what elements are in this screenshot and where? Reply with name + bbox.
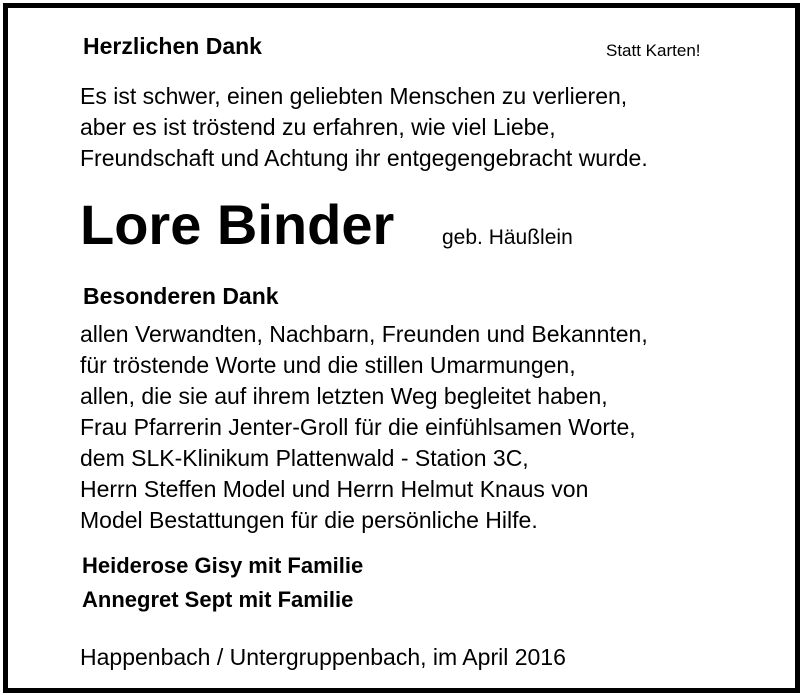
signatures [82, 549, 363, 617]
thanks-line: Frau Pfarrerin Jenter-Groll für die einfühlsamen Worte, [80, 414, 636, 440]
thanks-line: allen Verwandten, Nachbarn, Freunden und Bekannten, [80, 321, 648, 347]
thanks-line: für tröstende Worte und die stillen Umarmungen, [80, 352, 576, 378]
header-title: Herzlichen Dank [83, 33, 262, 59]
thanks-text [80, 319, 648, 536]
notice-frame [3, 3, 800, 693]
header-note: Statt Karten! [606, 41, 701, 60]
thanks-line: Model Bestattungen für die persönliche Hilfe. [80, 507, 538, 533]
intro-text [80, 81, 648, 174]
intro-line: Freundschaft und Achtung ihr entgegengebracht wurde. [80, 145, 648, 171]
intro-line: Es ist schwer, einen geliebten Menschen zu verlieren, [80, 83, 628, 109]
intro-line: aber es ist tröstend zu erfahren, wie viel Liebe, [80, 114, 556, 140]
thanks-line: allen, die sie auf ihrem letzten Weg begleitet haben, [80, 383, 608, 409]
birth-name: geb. Häußlein [442, 226, 573, 249]
thanks-heading: Besonderen Dank [83, 283, 279, 309]
deceased-name: Lore Binder [80, 193, 395, 256]
signature: Heiderose Gisy mit Familie [82, 553, 364, 578]
thanks-line: dem SLK-Klinikum Plattenwald - Station 3C, [80, 445, 529, 471]
signature: Annegret Sept mit Familie [82, 587, 354, 612]
place-date: Happenbach / Untergruppenbach, im April 2016 [80, 644, 566, 670]
thanks-line: Herrn Steffen Model und Herrn Helmut Knaus von [80, 476, 589, 502]
